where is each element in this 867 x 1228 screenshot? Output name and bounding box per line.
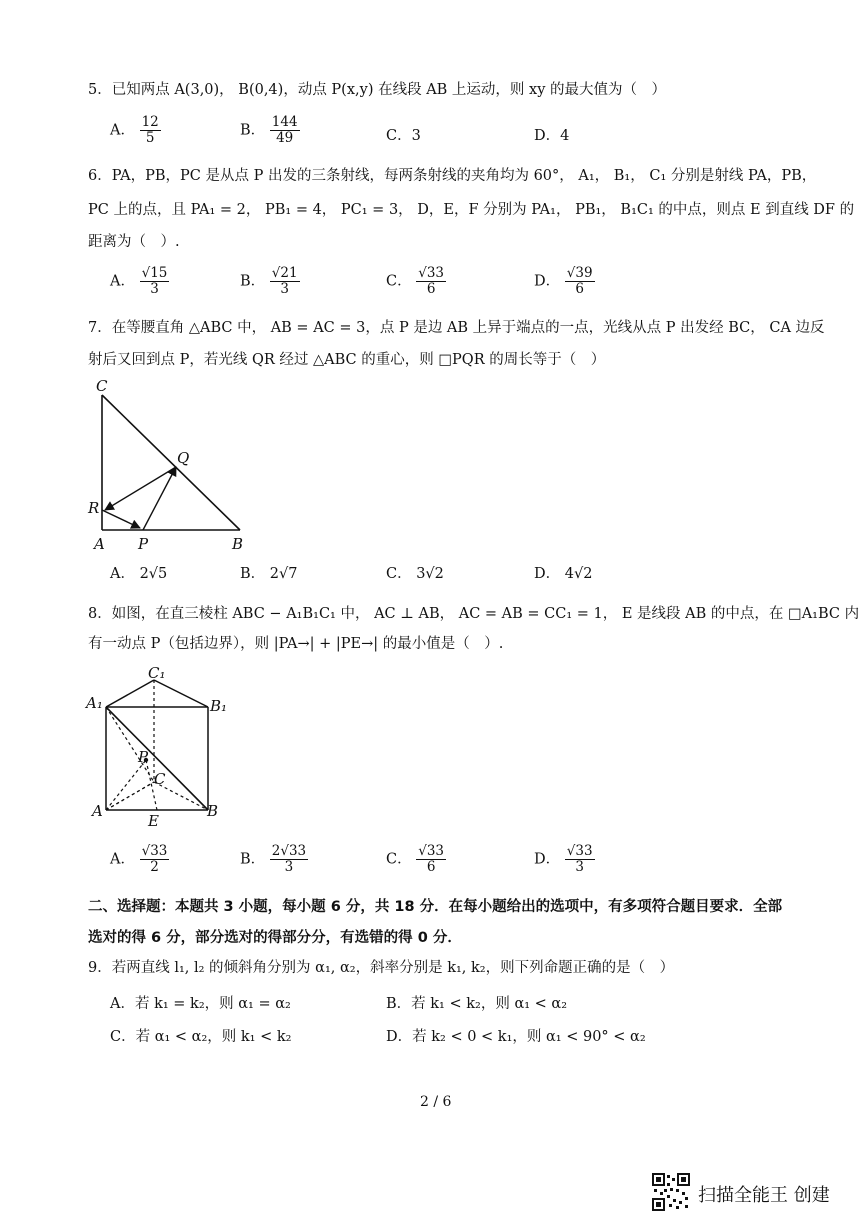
q6-option-b: B． $\frac{√21}{3}$ [240,265,298,297]
q8-edge-a1c-hidden [106,707,154,782]
q5-option-a [110,115,161,146]
q9-option-c: C．若 α₁ < α₂，则 k₁ < k₂ [110,1029,292,1045]
q8-segment-pa [106,760,146,810]
q8-label-p: P [138,748,149,766]
scanner-brand-watermark: 扫描全能王 创建 [698,1185,830,1206]
q5-option-d: D．4 [534,128,570,144]
q7-stem-line1: 7．在等腰直角 △ABC 中， AB = AC = 3，点 P 是边 AB 上异于端点的一点，光线从点 P 出发经 BC， CA 边反 [88,320,825,336]
q6-stem-line3: 距离为（ ）. [88,234,180,250]
q6-option-c-fraction: $\frac{√33}{6}$ [418,265,444,297]
q8-edge-a1c1 [106,680,154,707]
q8-stem-line2: 有一动点 P（包括边界），则 |PA→| + |PE→| 的最小值是（ ）. [88,636,504,652]
q7-option-d: D． 4√2 [534,566,593,582]
q8-option-a-fraction: $\frac{√33}{2}$ [141,843,168,875]
q8-edge-c1b1 [154,680,208,707]
q7-label-r: R [88,499,100,517]
q5-option-a-fraction: $\frac{12}{5}$ [141,114,159,146]
q7-stem-line2: 射后又回到点 P，若光线 QR 经过 △ABC 的重心，则 □PQR 的周长等于（ ） [88,352,606,368]
q9-option-b: B．若 k₁ < k₂，则 α₁ < α₂ [386,996,568,1012]
q7-label-c: C [96,377,108,395]
q5-option-a-label: A． [110,122,135,139]
q5-option-b [240,115,300,146]
q5-stem: 5．已知两点 A(3,0)， B(0,4)，动点 P(x,y) 在线段 AB 上运动，则 xy 的最大值为（ ） [88,82,667,98]
q8-edge-a1b [106,707,208,810]
q8-label-b: B [207,802,219,820]
q5-option-c: C．3 [386,128,421,144]
section2-heading-line2: 选对的得 6 分，部分选对的得部分分，有选错的得 0 分． [88,930,462,946]
q8-option-b-fraction: $\frac{2√33}{3}$ [271,843,307,875]
q8-label-a: A [92,802,103,820]
q8-stem-line1: 8．如图，在直三棱柱 ABC − A₁B₁C₁ 中， AC ⊥ AB， AC = AB = CC₁ = 1， E 是线段 AB 的中点，在 □A₁BC 内 [88,606,860,622]
q8-option-d-fraction: $\frac{√33}{3}$ [566,843,593,875]
section2-heading-line1: 二、选择题：本题共 3 小题，每小题 6 分，共 18 分．在每小题给出的选项中，有多项符合题目要求．全部 [88,899,783,915]
q8-label-e: E [148,812,159,830]
page-number: 2 / 6 [420,1094,452,1110]
q8-prism-figure [82,662,232,832]
q6-option-d-fraction: $\frac{√39}{6}$ [566,265,593,297]
q8-option-c-fraction: $\frac{√33}{6}$ [418,843,444,875]
qr-code-icon [652,1173,690,1211]
q6-stem-line2: PC 上的点，且 PA₁ = 2， PB₁ = 4， PC₁ = 3， D，E，F 分别为 PA₁， PB₁， B₁C₁ 的中点，则点 E 到直线 DF 的 [88,202,855,218]
q7-ray-rp [102,510,140,528]
q7-option-b: B． 2√7 [240,566,298,582]
q7-label-q: Q [177,449,190,467]
q6-option-b-fraction: $\frac{√21}{3}$ [271,265,298,297]
q7-label-a: A [94,535,105,553]
q7-option-a: A． 2√5 [110,566,168,582]
q8-label-c: C [154,770,166,788]
q6-option-c: C． $\frac{√33}{6}$ [386,265,444,297]
q6-option-a: A． $\frac{√15}{3}$ [110,265,168,297]
q9-option-a: A．若 k₁ = k₂，则 α₁ = α₂ [110,996,291,1012]
q8-label-b1: B₁ [210,697,228,715]
q7-triangle-figure [80,375,260,555]
q5-option-b-label: B． [240,122,266,139]
q8-label-c1: C₁ [148,664,166,682]
q5-option-b-fraction: $\frac{144}{49}$ [271,114,298,146]
q8-label-a1: A₁ [86,694,103,712]
q7-label-p: P [138,535,149,553]
q8-option-a: A． $\frac{√33}{2}$ [110,843,168,875]
q7-edge-bc [102,395,240,530]
q7-option-c: C． 3√2 [386,566,444,582]
q8-option-b: B． $\frac{2√33}{3}$ [240,843,307,875]
q9-stem: 9．若两直线 l₁, l₂ 的倾斜角分别为 α₁, α₂，斜率分别是 k₁, k₂，则下列命题正确的是（ ） [88,960,675,976]
q8-option-c: C． $\frac{√33}{6}$ [386,843,444,875]
q8-option-d: D． $\frac{√33}{3}$ [534,843,593,875]
q8-segment-ac [106,782,154,810]
q6-stem-line1: 6．PA，PB，PC 是从点 P 出发的三条射线，每两条射线的夹角均为 60°， A₁， B₁， C₁ 分别是射线 PA，PB， [88,168,817,184]
q9-option-d: D．若 k₂ < 0 < k₁，则 α₁ < 90° < α₂ [386,1029,646,1045]
q7-label-b: B [232,535,244,553]
q6-option-d: D． $\frac{√39}{6}$ [534,265,593,297]
q6-option-a-fraction: $\frac{√15}{3}$ [141,265,168,297]
